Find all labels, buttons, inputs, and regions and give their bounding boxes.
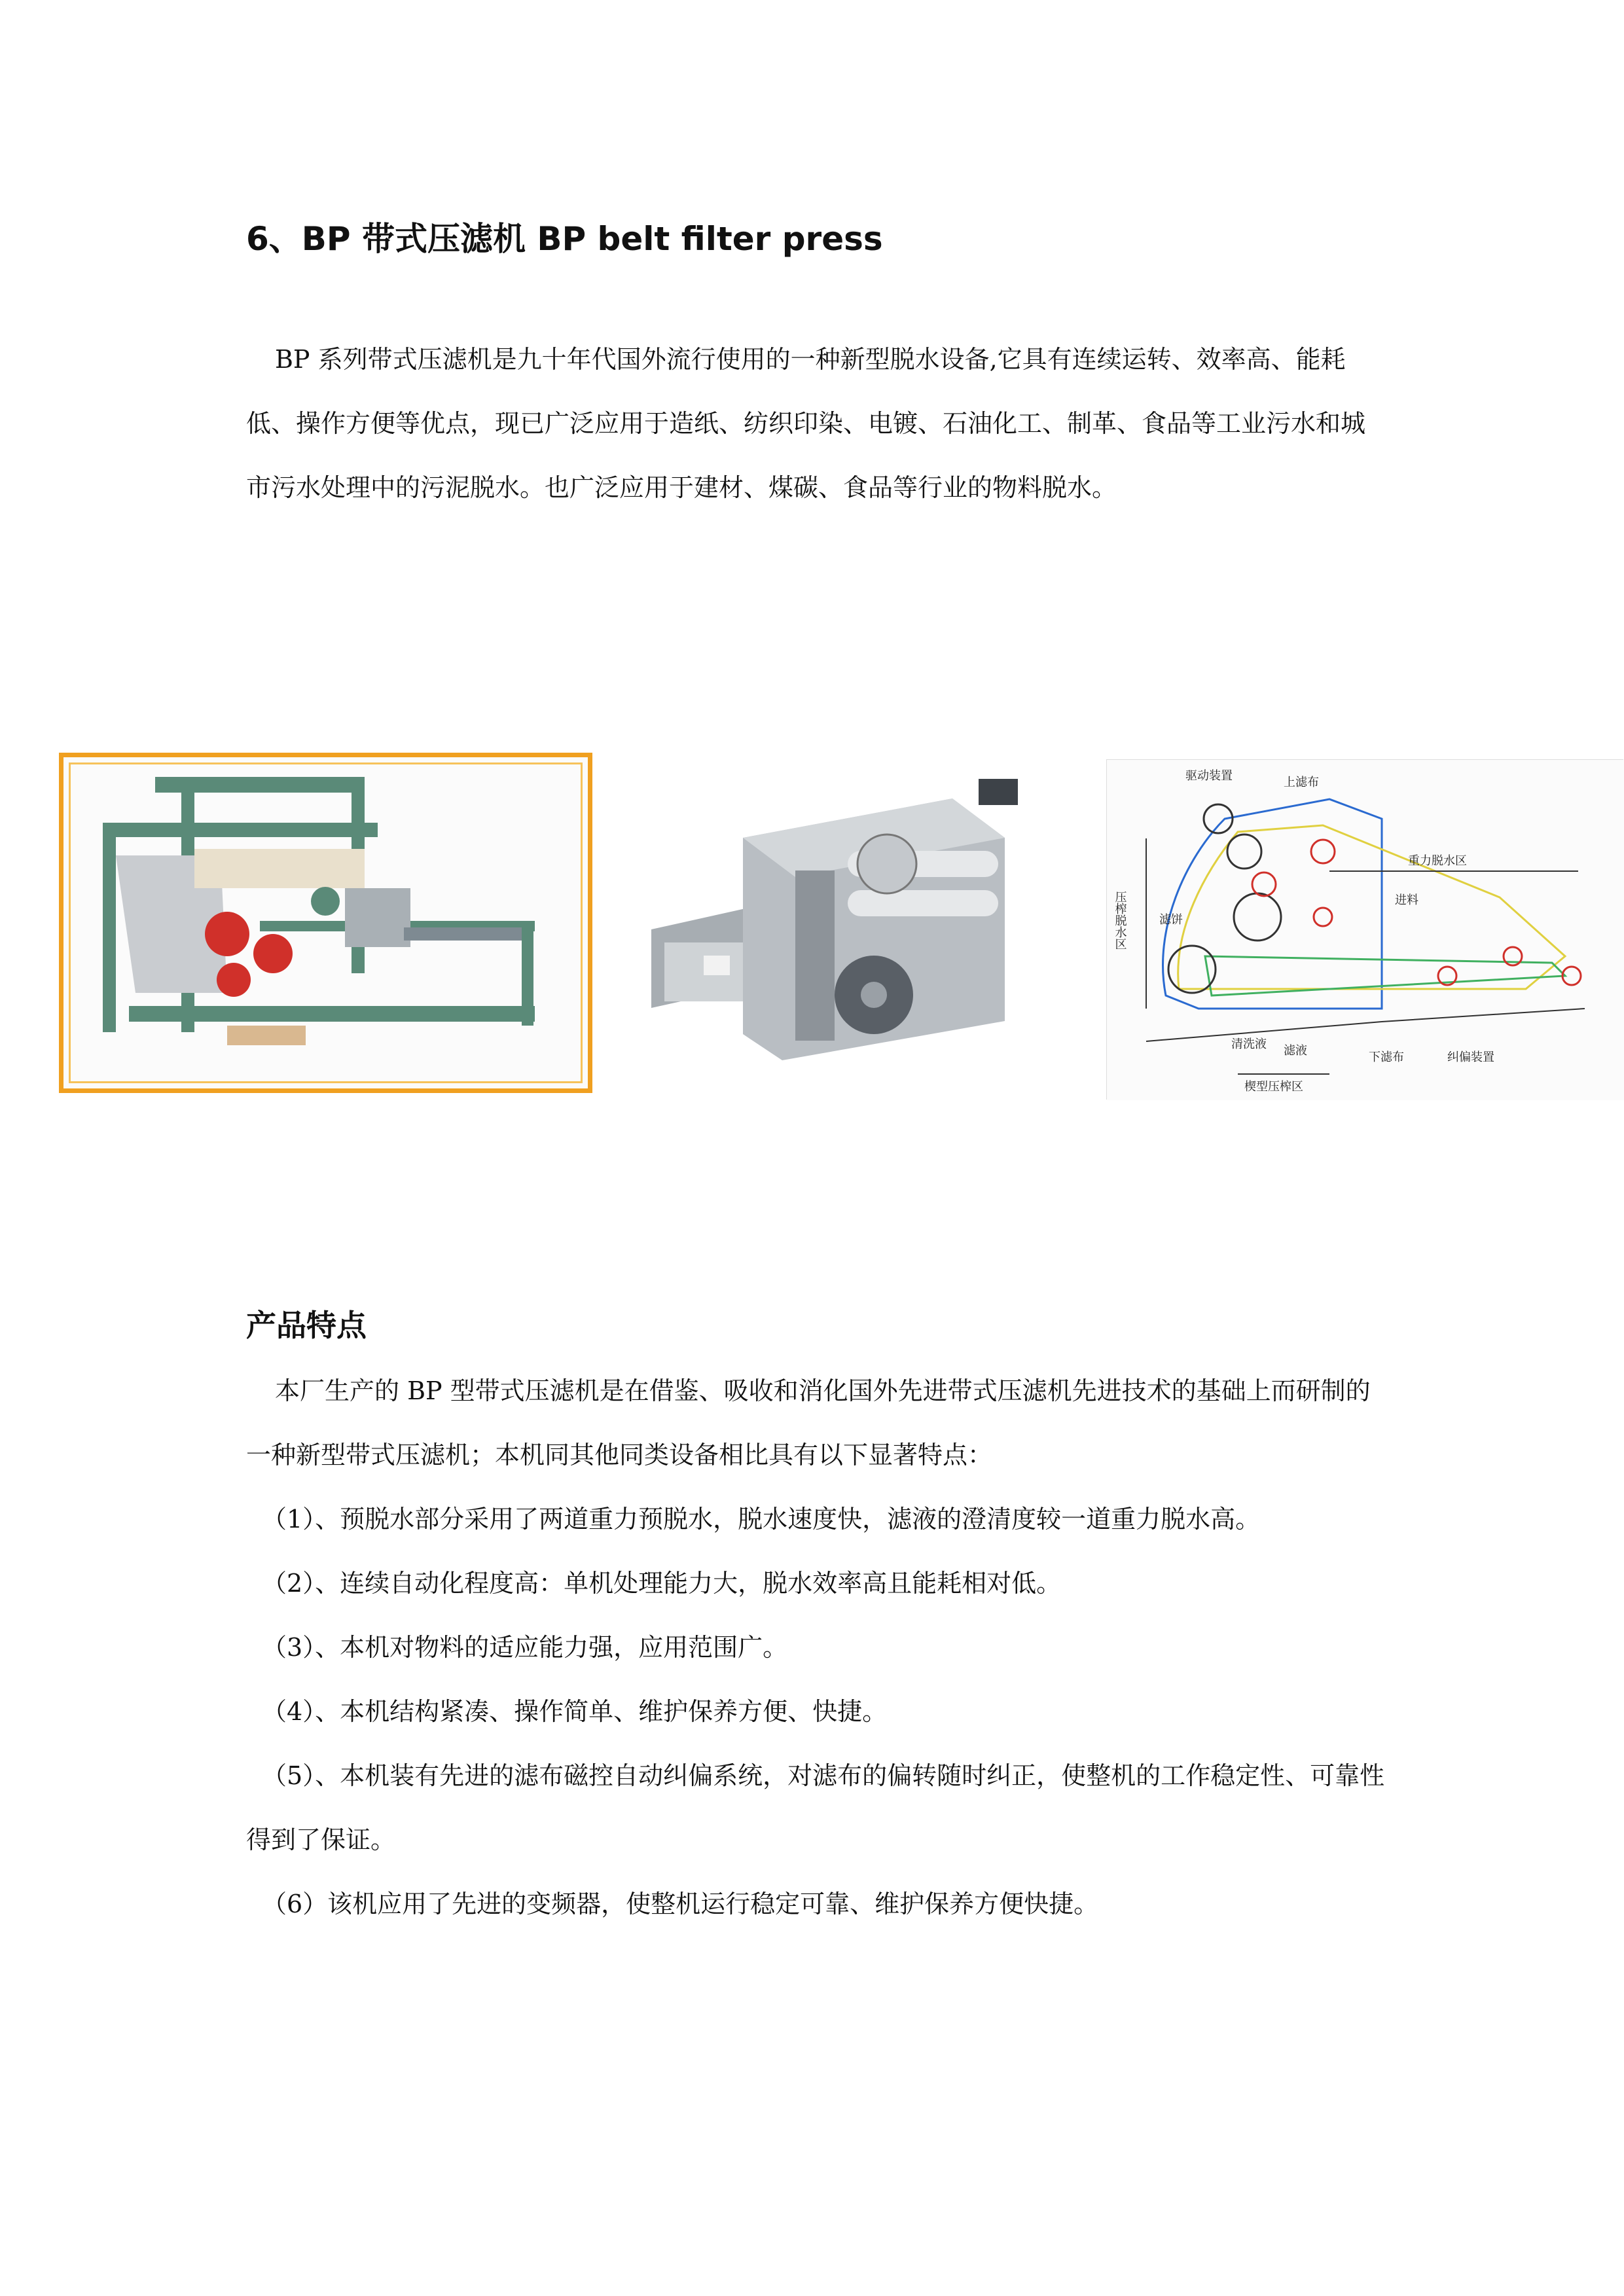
feature-item: （1）、预脱水部分采用了两道重力预脱水，脱水速度快，滤液的澄清度较一道重力脱水高。: [262, 1505, 1261, 1534]
label-lower-cloth: 下滤布: [1369, 1050, 1404, 1064]
page-title: 6、BP 带式压滤机 BP belt filter press: [246, 220, 883, 258]
belt-press-photo-green: [59, 753, 592, 1093]
label-gravity-zone: 重力脱水区: [1408, 854, 1467, 868]
belt-press-schematic: [1106, 759, 1623, 1100]
feature-item: （3）、本机对物料的适应能力强，应用范围广。: [262, 1633, 788, 1662]
label-wedge-zone: 楔型压榨区: [1244, 1080, 1303, 1094]
features-intro: 本厂生产的 BP 型带式压滤机是在借鉴、吸收和消化国外先进带式压滤机先进技术的基础上而研制的一种新型带式压滤机；本机同其他同类设备相比具有以下显著特点：: [246, 1376, 1371, 1469]
label-filter-cake: 滤饼: [1159, 913, 1183, 927]
label-wash-liquid: 清洗液: [1231, 1037, 1267, 1051]
label-filtrate: 滤液: [1284, 1044, 1307, 1058]
label-feed: 进料: [1395, 893, 1418, 907]
feature-item: （4）、本机结构紧凑、操作简单、维护保养方便、快捷。: [262, 1697, 888, 1726]
label-upper-cloth: 上滤布: [1284, 776, 1319, 789]
label-drive: 驱动装置: [1185, 769, 1233, 783]
intro-paragraph: BP 系列带式压滤机是九十年代国外流行使用的一种新型脱水设备,它具有连续运转、效率高、能耗低、操作方便等优点，现已广泛应用于造纸、纺织印染、电镀、石油化工、制革、食品等工业污水和城市污水处理中的污泥脱水。也广泛应用于建材、煤碳、食品等行业的物料脱水。: [246, 345, 1366, 502]
label-press-zone: 压榨脱水区: [1113, 891, 1127, 950]
feature-item: （5）、本机装有先进的滤布磁控自动纠偏系统，对滤布的偏转随时纠正，使整机的工作稳定性、可靠性得到了保证。: [246, 1761, 1385, 1854]
feature-item: （2）、连续自动化程度高：单机处理能力大，脱水效率高且能耗相对低。: [262, 1569, 1062, 1598]
features-title: 产品特点: [246, 1308, 367, 1343]
feature-item: （6）该机应用了先进的变频器，使整机运行稳定可靠、维护保养方便快捷。: [262, 1890, 1099, 1918]
features-body: [246, 1359, 1388, 1936]
belt-press-photo-gray: [638, 759, 1090, 1100]
label-correction: 纠偏装置: [1447, 1050, 1494, 1064]
